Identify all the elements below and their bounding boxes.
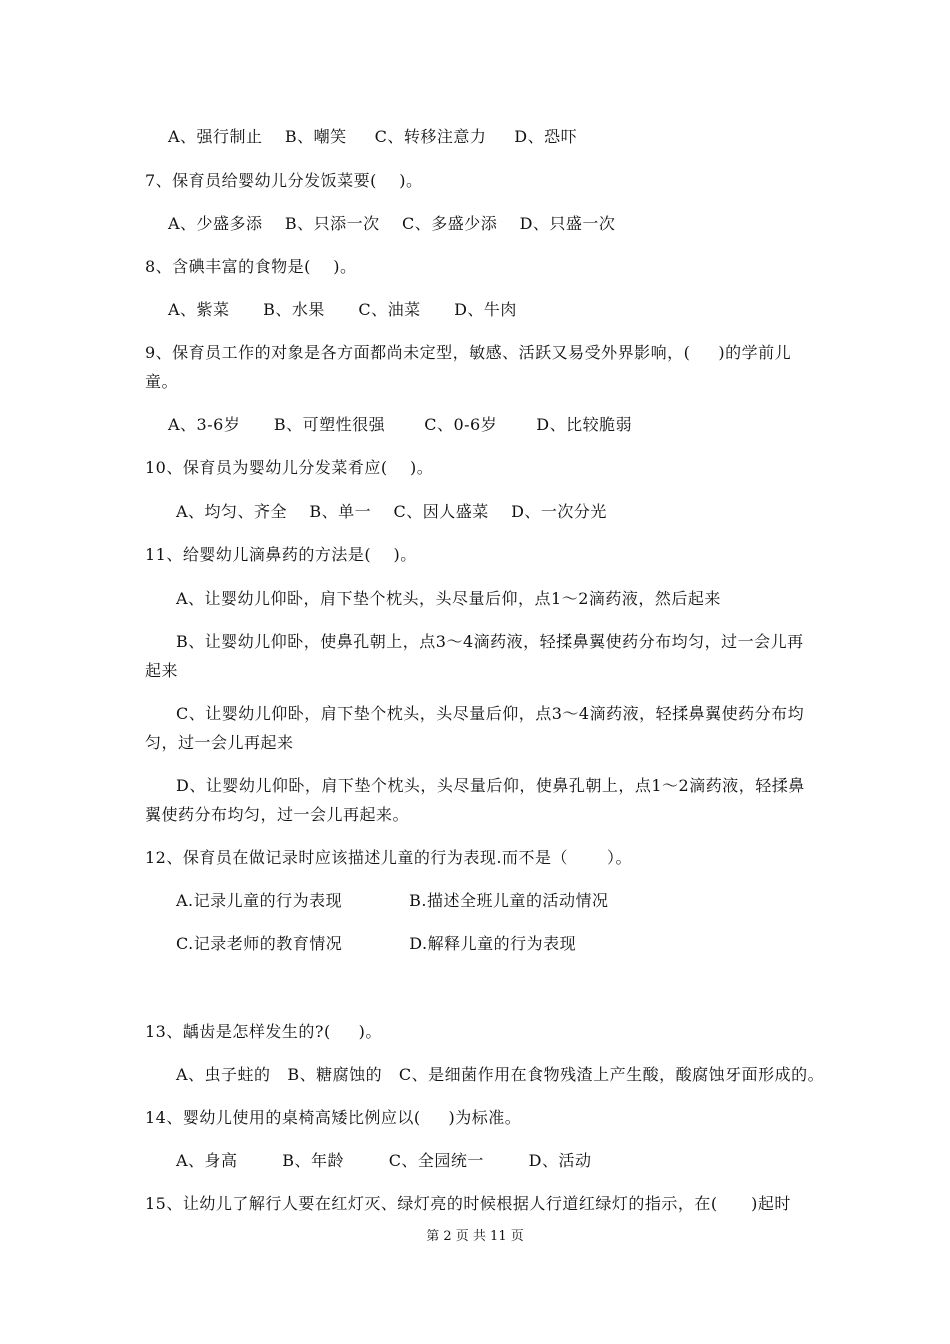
- q12-question: 12、保育员在做记录时应该描述儿童的行为表现.而不是（ ）。: [145, 848, 633, 867]
- q11-option-a: A、让婴幼儿仰卧，肩下垫个枕头，头尽量后仰，点1～2滴药液，然后起来: [176, 589, 721, 608]
- q7-options: A、少盛多添 B、只添一次 C、多盛少添 D、只盛一次: [168, 214, 616, 233]
- q11-option-c-cont: 匀，过一会儿再起来: [145, 733, 294, 752]
- q7-question: 7、保育员给婴幼儿分发饭菜要( )。: [145, 171, 423, 190]
- q13-question: 13、龋齿是怎样发生的?( )。: [145, 1022, 382, 1041]
- page-footer: 第 2 页 共 11 页: [426, 1229, 524, 1244]
- q14-question: 14、婴幼儿使用的桌椅高矮比例应以( )为标准。: [145, 1108, 522, 1127]
- q8-question: 8、含碘丰富的食物是( )。: [145, 257, 357, 276]
- q11-option-b-cont: 起来: [145, 661, 179, 680]
- q11-option-d-cont: 翼使药分布均匀，过一会儿再起来。: [145, 805, 410, 824]
- q11-option-d: D、让婴幼儿仰卧，肩下垫个枕头，头尽量后仰，使鼻孔朝上，点1～2滴药液，轻揉鼻: [176, 776, 805, 795]
- q10-options: A、均匀、齐全 B、单一 C、因人盛菜 D、一次分光: [176, 502, 607, 521]
- q11-option-b: B、让婴幼儿仰卧，使鼻孔朝上，点3～4滴药液，轻揉鼻翼使药分布均匀，过一会儿再: [176, 632, 804, 651]
- q11-question: 11、给婴幼儿滴鼻药的方法是( )。: [145, 545, 417, 564]
- q13-options: A、虫子蛀的 B、糖腐蚀的 C、是细菌作用在食物残渣上产生酸，酸腐蚀牙面形成的。: [176, 1065, 825, 1084]
- q9-question-cont: 童。: [145, 372, 179, 391]
- q9-options: A、3-6岁 B、可塑性很强 C、0-6岁 D、比较脆弱: [168, 415, 633, 434]
- q12-options-ab: A.记录儿童的行为表现 B.描述全班儿童的活动情况: [176, 891, 609, 910]
- q10-question: 10、保育员为婴幼儿分发菜肴应( )。: [145, 458, 434, 477]
- q12-options-cd: C.记录老师的教育情况 D.解释儿童的行为表现: [176, 934, 577, 953]
- q8-options: A、紫菜 B、水果 C、油菜 D、牛肉: [168, 300, 517, 319]
- q6-options: A、强行制止 B、嘲笑 C、转移注意力 D、恐吓: [168, 127, 578, 146]
- q9-question: 9、保育员工作的对象是各方面都尚未定型，敏感、活跃又易受外界影响，( )的学前儿: [145, 343, 792, 362]
- q15-question: 15、让幼儿了解行人要在红灯灭、绿灯亮的时候根据人行道红绿灯的指示，在( )起时: [145, 1194, 791, 1213]
- q11-option-c: C、让婴幼儿仰卧，肩下垫个枕头，头尽量后仰，点3～4滴药液，轻揉鼻翼使药分布均: [176, 704, 805, 723]
- q14-options: A、身高 B、年龄 C、全园统一 D、活动: [176, 1151, 592, 1170]
